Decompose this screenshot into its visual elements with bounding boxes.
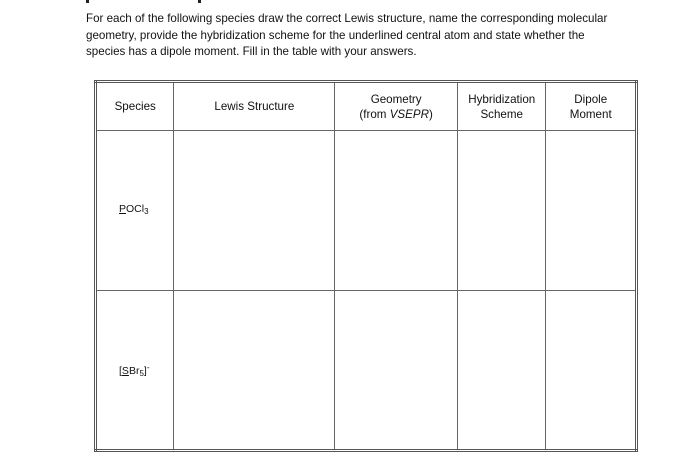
answer-cell-dipole[interactable]	[546, 131, 637, 291]
header-geometry-suffix: )	[429, 107, 433, 121]
answer-cell-hybridization[interactable]	[457, 131, 545, 291]
header-geometry-line1: Geometry	[370, 92, 422, 106]
table-header-row	[96, 82, 637, 131]
species-cell-sbr5	[96, 291, 174, 451]
species-formula-rest: Br	[128, 364, 140, 377]
table-row-pocl3	[96, 131, 637, 291]
header-geometry-vsepr: VSEPR	[389, 107, 429, 121]
header-dipole	[546, 82, 637, 131]
header-dipole-line2: Moment	[569, 107, 612, 121]
header-geometry-prefix: (from	[359, 107, 390, 121]
species-central-atom: S	[121, 364, 129, 377]
answer-cell-lewis[interactable]	[174, 131, 335, 291]
answer-cell-geometry[interactable]	[335, 131, 458, 291]
species-bracket-open: [	[119, 364, 122, 377]
header-geometry	[335, 82, 458, 131]
answer-cell-lewis[interactable]	[174, 291, 335, 451]
table-row-sbr5	[96, 291, 637, 451]
species-subscript: 5	[139, 368, 144, 378]
answer-cell-hybridization[interactable]	[457, 291, 545, 451]
species-bracket-close: ]	[143, 364, 147, 377]
species-charge: -	[146, 362, 150, 372]
answer-cell-dipole[interactable]	[546, 291, 637, 451]
header-species	[96, 82, 174, 131]
instructions-text: For each of the following species draw the correct Lewis structure, name the corresponding molecular geometry, provide the hybridization scheme for the underlined central atom and state whether the species has a dipole moment. Fill in the table with your answers.	[86, 12, 608, 58]
header-hybrid-line2: Scheme	[480, 107, 523, 121]
answer-table	[94, 80, 638, 452]
answer-cell-geometry[interactable]	[335, 291, 458, 451]
cropped-previous-text	[80, 0, 240, 4]
header-hybridization	[457, 82, 545, 131]
header-lewis-structure	[174, 82, 335, 131]
species-subscript: 3	[144, 207, 149, 217]
species-central-atom: P	[119, 203, 127, 216]
species-cell-pocl3	[96, 131, 174, 291]
header-hybrid-line1: Hybridization	[468, 92, 536, 106]
header-lewis-label: Lewis Structure	[214, 100, 295, 114]
header-species-label: Species	[114, 100, 156, 114]
header-dipole-line1: Dipole	[574, 92, 608, 106]
species-formula-rest: OCl	[126, 203, 145, 216]
